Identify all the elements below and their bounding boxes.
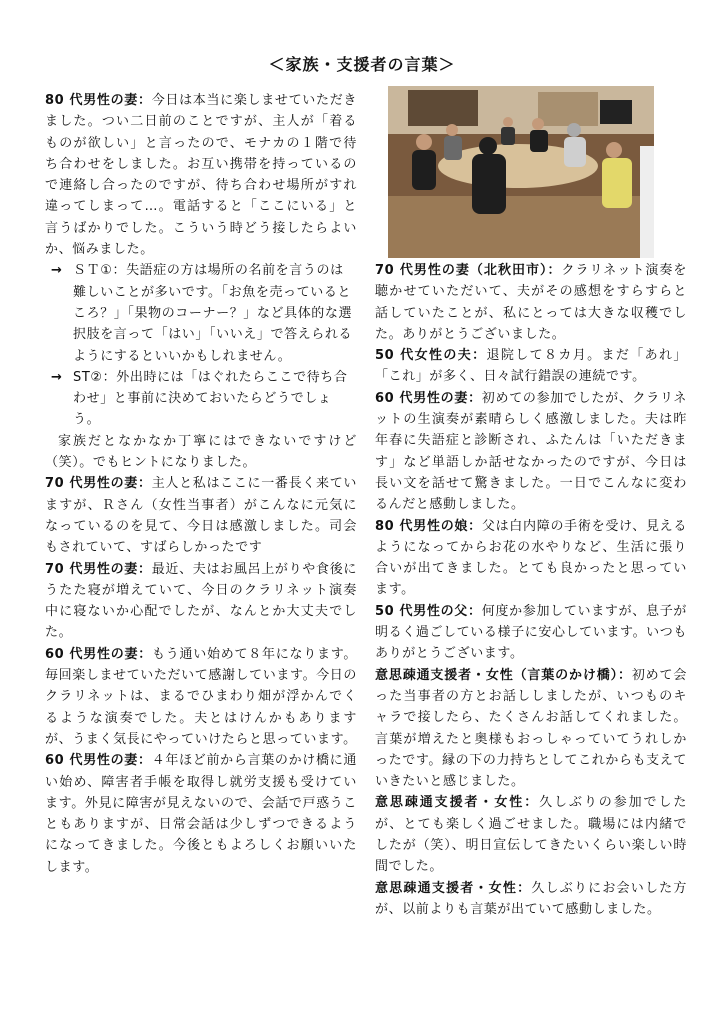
speaker: ＳＴ① bbox=[73, 263, 113, 279]
page-title: ＜家族・支援者の言葉＞ bbox=[268, 55, 456, 74]
speaker: 60 代男性の妻 bbox=[375, 390, 469, 406]
speaker: 80 代男性の娘 bbox=[375, 518, 469, 534]
left-column bbox=[45, 90, 357, 878]
remark: 70 代男性の妻（北秋田市）：クラリネット演奏を聴かせていただいて、夫がその感想をすらすらと話していたことが、私にとっては大きな収穫でした。ありがとうございました。 bbox=[375, 263, 687, 342]
remark-text: 何度か参加していますが、息子が明るく過ごしている様子に安心しています。いつもありがとうございます。 bbox=[375, 603, 687, 662]
remark-text: 父は白内障の手術を受け、見えるようになってからお花の水やりなど、生活に張り合いが出てきました。とても良かったと思っています。 bbox=[375, 518, 687, 598]
speaker: 70 代男性の妻 bbox=[45, 561, 138, 577]
speaker: 意思疎通支援者・女性（言葉のかけ橋） bbox=[375, 667, 618, 683]
arrow-icon: → bbox=[51, 263, 63, 279]
speaker: 意思疎通支援者・女性 bbox=[375, 795, 525, 811]
remark-text: 初めて会った当事者の方とお話ししましたが、いつものキャラで接したら、たくさんお話してくれました。言葉が増えたと奥様もおっしゃっていてうれしかったです。縁の下の力持ちとしてこれからも支えていきたいと感じました。 bbox=[375, 667, 687, 790]
remark: 60 代男性の妻：初めての参加でしたが、クラリネットの生演奏が素晴らしく感激しました。夫は昨年春に失語症と診断され、ふたんは「いただきます」など単語しか話せなかったのですが、今日は長い文を話せて驚きました。一日でこんなに変わるんだと感動しました。 bbox=[375, 390, 688, 513]
speaker: 60 代男性の妻 bbox=[45, 646, 139, 662]
speaker: 50 代女性の夫 bbox=[375, 348, 473, 364]
st-advice-item: → ST②：外出時には「はぐれたらここで待ち合わせ」と事前に決めておいたらどうでしょう。 bbox=[45, 367, 357, 431]
speaker: 70 代男性の妻 bbox=[45, 476, 138, 492]
remark-text: 外出時には「はぐれたらここで待ち合わせ」と事前に決めておいたらどうでしょう。 bbox=[73, 369, 348, 428]
remark-text: クラリネット演奏を聴かせていただいて、夫がその感想をすらすらと話していたことが、私にとっては大きな収穫でした。ありがとうございました。 bbox=[375, 263, 687, 342]
remark: 50 代女性の夫：退院して８カ月。まだ「あれ」「これ」が多く、日々試行錯誤の連続です。 bbox=[375, 348, 688, 385]
speaker: ST② bbox=[73, 369, 103, 385]
remark bbox=[45, 431, 357, 474]
remark-text: 久しぶりの参加でしたが、とても楽しく過ごせました。職場には内緒でしたが（笑）、明日宣伝してきたいくらい楽しい時間でした。 bbox=[375, 795, 687, 875]
remark-text: 最近、夫はお風呂上がりや食後にうたた寝が増えていて、今日のクラリネット演奏中に寝ないか心配でしたが、なんとか大丈夫でした。 bbox=[45, 561, 357, 641]
remark: 70 代男性の妻：主人と私はここに一番長く来ていますが、Ｒさん（女性当事者）がこんなに元気になっているのを見て、今日は感激しました。司会もされていて、すばらしかったです bbox=[45, 476, 357, 556]
remark: 50 代男性の父：何度か参加していますが、息子が明るく過ごしている様子に安心しています。いつもありがとうございます。 bbox=[375, 603, 687, 662]
remark-text: 初めての参加でしたが、クラリネットの生演奏が素晴らしく感激しました。夫は昨年春に失語症と診断され、ふたんは「いただきます」など単語しか話せなかったのですが、今日は長い文を話せて驚きました。一日でこんなに変わるんだと感動しました。 bbox=[375, 390, 688, 513]
arrow-icon: → bbox=[51, 369, 63, 385]
remark-text: 家族だとなかなか丁寧にはできないですけど（笑）。でもヒントになりました。 bbox=[45, 433, 357, 471]
remark: 意思疎通支援者・女性：久しぶりにお会いした方が、以前よりも言葉が出ていて感動しました。 bbox=[375, 880, 687, 917]
group-meeting-photo bbox=[388, 86, 654, 258]
speaker: 80 代男性の妻 bbox=[45, 93, 138, 108]
remark: 60 代男性の妻：４年ほど前から言葉のかけ橋に通い始め、障害者手帳を取得し就労支援も受けています。外見に障害が見えないので、会話で戸惑うこともありますが、日常会話は少しずつできるようになってきました。今後ともよろしくお願いいたします。 bbox=[45, 753, 357, 875]
remark-text: 久しぶりにお会いした方が、以前よりも言葉が出ていて感動しました。 bbox=[375, 880, 687, 917]
right-column bbox=[375, 260, 687, 920]
remark-text: 失語症の方は場所の名前を言うのは難しいことが多いです。「お魚を売っているところ？」「果物のコーナー？」など具体的な選択肢を言って「はい」「いいえ」で答えられるようにするといいかもしれません。 bbox=[73, 263, 353, 364]
speaker: 60 代男性の妻 bbox=[45, 753, 138, 769]
remark: 意思疎通支援者・女性：久しぶりの参加でしたが、とても楽しく過ごせました。職場には内緒でしたが（笑）、明日宣伝してきたいくらい楽しい時間でした。 bbox=[375, 795, 687, 875]
remark-text: もう通い始めて８年になります。毎回楽しませていただいて感謝しています。今日のクラリネットは、まるでひまわり畑が浮かんでくるような演奏でした。夫とはけんかもありますが、うまく気長にやっていけたらと思っています。 bbox=[45, 646, 357, 747]
speaker: 70 代男性の妻（北秋田市） bbox=[375, 263, 548, 278]
remark: 60 代男性の妻：もう通い始めて８年になります。毎回楽しませていただいて感謝しています。今日のクラリネットは、まるでひまわり畑が浮かんでくるような演奏でした。夫とはけんかもありますが、うまく気長にやっていけたらと思っています。 bbox=[45, 646, 357, 747]
st-advice-item: → ＳＴ①：失語症の方は場所の名前を言うのは難しいことが多いです。「お魚を売っているところ？」「果物のコーナー？」など具体的な選択肢を言って「はい」「いいえ」で答えられるようにするといいかもしれません。 bbox=[45, 260, 357, 366]
remark: 意思疎通支援者・女性（言葉のかけ橋）：初めて会った当事者の方とお話ししましたが、いつものキャラで接したら、たくさんお話してくれました。言葉が増えたと奥様もおっしゃっていてうれしかったです。縁の下の力持ちとしてこれからも支えていきたいと感じました。 bbox=[375, 667, 687, 790]
remark: 70 代男性の妻：最近、夫はお風呂上がりや食後にうたた寝が増えていて、今日のクラリネット演奏中に寝ないか心配でしたが、なんとか大丈夫でした。 bbox=[45, 561, 357, 641]
remark-text: 今日は本当に楽しませていただきました。つい二日前のことですが、主人が「着るものが欲しい」と言ったので、モナカの１階で待ち合わせをしました。お互い携帯を持っているので連絡し合ったのですが、待ち合わせ場所がすれ違ってしまって…。電話すると「ここにいる」と言うばかりでした。こういう時どう接したらよいか、悩みました。 bbox=[45, 93, 357, 258]
remark: 80 代男性の娘：父は白内障の手術を受け、見えるようになってからお花の水やりなど、生活に張り合いが出てきました。とても良かったと思っています。 bbox=[375, 518, 687, 598]
speaker: 50 代男性の父 bbox=[375, 603, 468, 619]
remark-text: ４年ほど前から言葉のかけ橋に通い始め、障害者手帳を取得し就労支援も受けています。外見に障害が見えないので、会話で戸惑うこともありますが、日常会話は少しずつできるようになってきました。今後ともよろしくお願いいたします。 bbox=[45, 753, 357, 875]
remark-text: 主人と私はここに一番長く来ていますが、Ｒさん（女性当事者）がこんなに元気になっているのを見て、今日は感激しました。司会もされていて、すばらしかったです bbox=[45, 476, 357, 556]
remark: 80 代男性の妻：今日は本当に楽しませていただきました。つい二日前のことですが、主人が「着るものが欲しい」と言ったので、モナカの１階で待ち合わせをしました。お互い携帯を持っているので連絡し合ったのですが、待ち合わせ場所がすれ違ってしまって…。電話すると「ここにいる」と言うばかりでした。こういう時どう接したらよいか、悩みました。 bbox=[45, 93, 357, 258]
remark-text: 退院して８カ月。まだ「あれ」「これ」が多く、日々試行錯誤の連続です。 bbox=[375, 348, 688, 385]
speaker: 意思疎通支援者・女性 bbox=[375, 880, 518, 896]
